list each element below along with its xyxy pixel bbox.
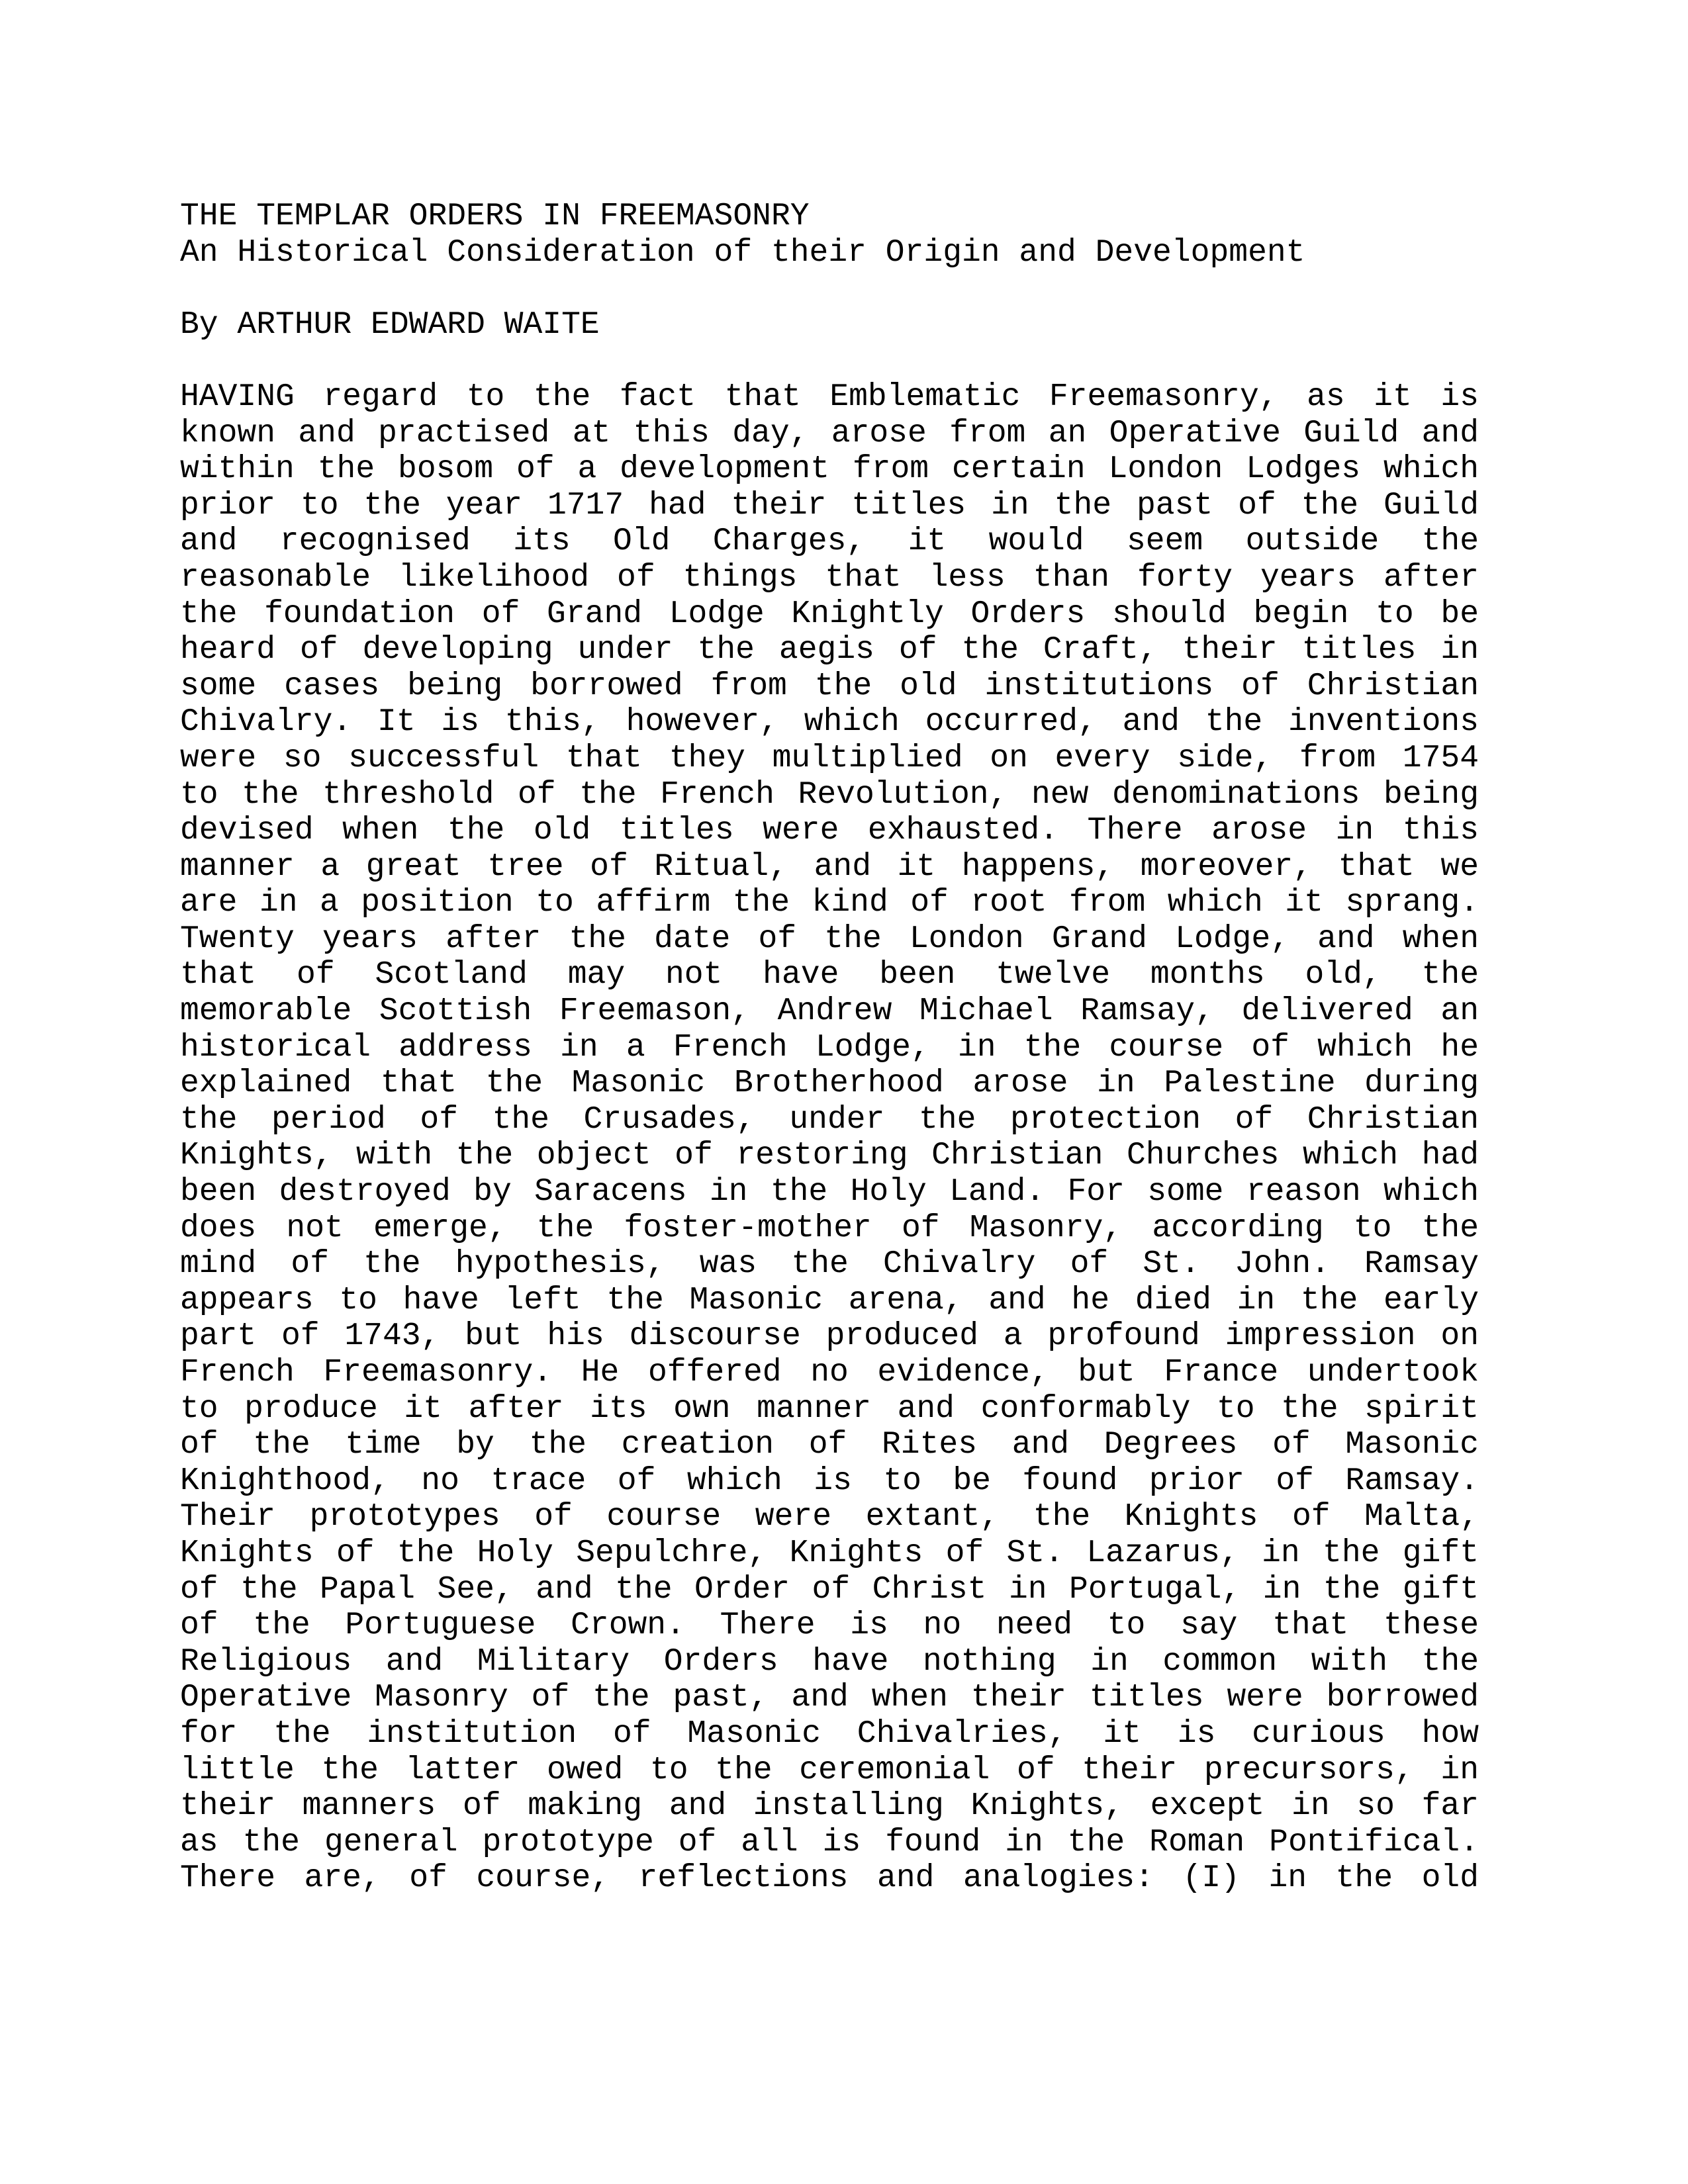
body-line: historical address in a French Lodge, in the course of which he: [180, 1029, 1479, 1066]
body-line: memorable Scottish Freemason, Andrew Michael Ramsay, delivered an: [180, 993, 1479, 1030]
body-line: are in a position to affirm the kind of root from which it sprang.: [180, 885, 1479, 921]
body-line: of the Portuguese Crown. There is no need to say that these: [180, 1608, 1479, 1644]
body-line: explained that the Masonic Brotherhood arose in Palestine during: [180, 1066, 1479, 1102]
body-line: appears to have left the Masonic arena, and he died in the early: [180, 1282, 1479, 1318]
document-subtitle: An Historical Consideration of their Origin and Development: [180, 234, 1305, 271]
body-line: the foundation of Grand Lodge Knightly Orders should begin to be: [180, 596, 1479, 632]
document-header: [180, 199, 1479, 343]
body-line: Knights of the Holy Sepulchre, Knights of St. Lazarus, in the gift: [180, 1535, 1479, 1571]
body-line: their manners of making and installing Knights, except in so far: [180, 1788, 1479, 1825]
document-byline: By ARTHUR EDWARD WAITE: [180, 306, 600, 343]
body-line: Twenty years after the date of the London Grand Lodge, and when: [180, 921, 1479, 957]
body-line: mind of the hypothesis, was the Chivalry of St. John. Ramsay: [180, 1246, 1479, 1283]
document-title: THE TEMPLAR ORDERS IN FREEMASONRY: [180, 199, 810, 234]
body-line: of the time by the creation of Rites and Degrees of Masonic: [180, 1427, 1479, 1463]
body-line: manner a great tree of Ritual, and it happens, moreover, that we: [180, 848, 1479, 885]
body-line: prior to the year 1717 had their titles in the past of the Guild: [180, 487, 1479, 523]
body-line: Their prototypes of course were extant, the Knights of Malta,: [180, 1499, 1479, 1535]
body-line: Chivalry. It is this, however, which occurred, and the inventions: [180, 704, 1479, 741]
body-line: and recognised its Old Charges, it would seem outside the: [180, 523, 1479, 560]
body-line: There are, of course, reflections and analogies: (I) in the old: [180, 1860, 1479, 1897]
body-line: little the latter owed to the ceremonial of their precursors, in: [180, 1752, 1479, 1788]
body-line: does not emerge, the foster-mother of Masonry, according to the: [180, 1210, 1479, 1246]
document-body: [180, 379, 1479, 1897]
body-line: as the general prototype of all is found in the Roman Pontifical.: [180, 1824, 1479, 1860]
body-line: were so successful that they multiplied on every side, from 1754: [180, 740, 1479, 776]
body-line: reasonable likelihood of things that less than forty years after: [180, 559, 1479, 596]
body-line: some cases being borrowed from the old institutions of Christian: [180, 668, 1479, 704]
body-line: to the threshold of the French Revolution, new denominations being: [180, 776, 1479, 813]
body-line: French Freemasonry. He offered no evidence, but France undertook: [180, 1355, 1479, 1390]
body-line: Knighthood, no trace of which is to be found prior of Ramsay.: [180, 1463, 1479, 1499]
document-text-block: [180, 199, 1479, 1897]
body-line: that of Scotland may not have been twelve months old, the: [180, 957, 1479, 993]
body-line: Knights, with the object of restoring Christian Churches which had: [180, 1138, 1479, 1174]
body-line: of the Papal See, and the Order of Christ in Portugal, in the gift: [180, 1571, 1479, 1608]
body-line: the period of the Crusades, under the protection of Christian: [180, 1101, 1479, 1138]
body-line: for the institution of Masonic Chivalries, it is curious how: [180, 1715, 1479, 1752]
body-line: known and practised at this day, arose from an Operative Guild and: [180, 415, 1479, 451]
body-line: within the bosom of a development from certain London Lodges which: [180, 451, 1479, 488]
body-line: HAVING regard to the fact that Emblematic Freemasonry, as it is: [180, 379, 1479, 415]
body-line: heard of developing under the aegis of the Craft, their titles in: [180, 632, 1479, 668]
body-line: devised when the old titles were exhausted. There arose in this: [180, 813, 1479, 849]
body-line: part of 1743, but his discourse produced a profound impression on: [180, 1318, 1479, 1355]
body-line: Operative Masonry of the past, and when their titles were borrowed: [180, 1680, 1479, 1716]
body-line: been destroyed by Saracens in the Holy Land. For some reason which: [180, 1174, 1479, 1210]
body-line: Religious and Military Orders have nothing in common with the: [180, 1643, 1479, 1680]
body-line: to produce it after its own manner and conformably to the spirit: [180, 1390, 1479, 1427]
